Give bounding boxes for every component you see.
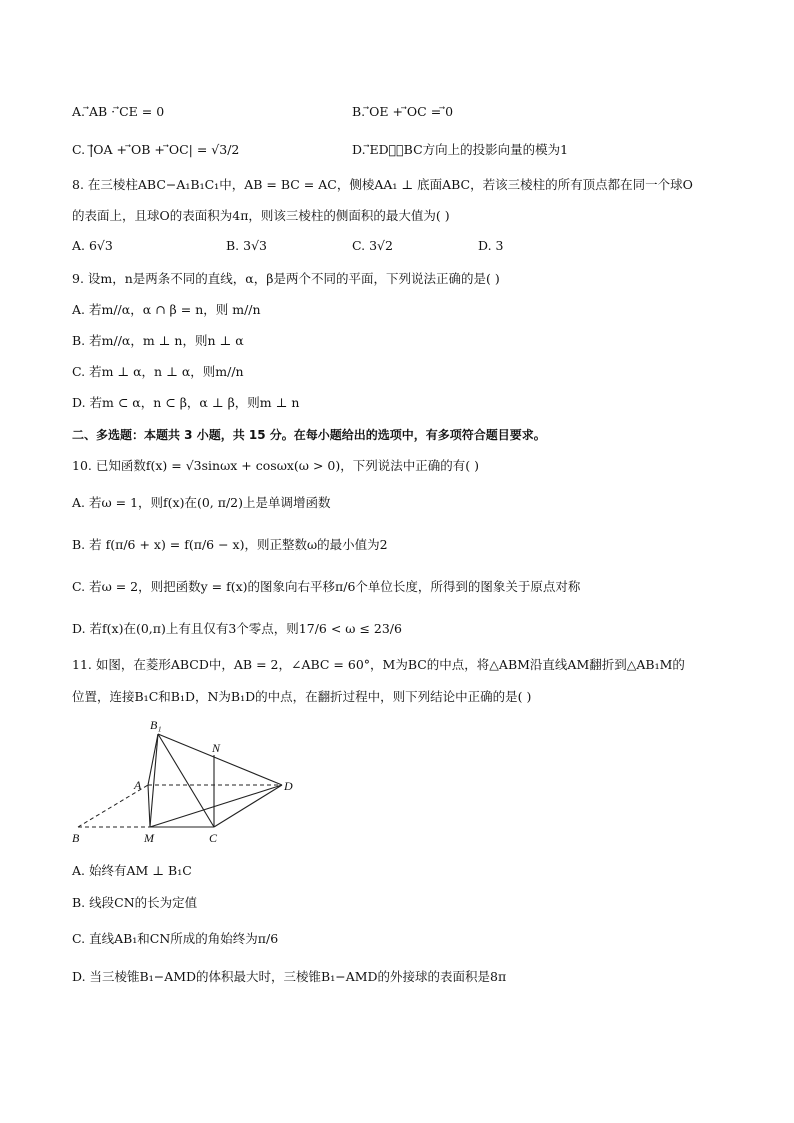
label-N: N: [212, 741, 221, 755]
q7-option-b: B. ⃗OE + ⃗OC = ⃗0: [352, 104, 454, 119]
q10-option-c: C. 若ω = 2，则把函数y = f(x)的图象向右平移π/6个单位长度，所得到的图象关于原点对称: [72, 579, 581, 594]
q7-option-c: C. |⃗OA + ⃗OB + ⃗OC| = √3/2: [72, 142, 240, 157]
q8-option-c: C. 3√2: [352, 238, 393, 253]
q11-stem-line2: 位置，连接B₁C和B₁D，N为B₁D的中点，在翻折过程中，则下列结论中正确的是( ): [72, 689, 532, 704]
rhombus-fold-figure: [60, 712, 310, 852]
q10-option-d: D. 若f(x)在(0,π)上有且仅有3个零点，则17/6 < ω ≤ 23/6: [72, 621, 402, 636]
q10-option-a: A. 若ω = 1，则f(x)在(0, π/2)上是单调增函数: [72, 495, 331, 510]
q10-option-b: B. 若 f(π/6 + x) = f(π/6 − x)，则正整数ω的最小值为2: [72, 537, 388, 552]
q7-option-a: A. ⃗AB · ⃗CE = 0: [72, 104, 165, 119]
q10-stem: 10. 已知函数f(x) = √3sinωx + cosωx(ω > 0)，下列说法中正确的有( ): [72, 458, 479, 473]
q11-option-d: D. 当三棱锥B₁−AMD的体积最大时，三棱锥B₁−AMD的外接球的表面积是8π: [72, 969, 507, 984]
q9-option-c: C. 若m ⊥ α，n ⊥ α，则m//n: [72, 364, 244, 379]
edge-C-D: [214, 785, 282, 827]
q8-option-a: A. 6√3: [72, 238, 113, 253]
label-A: A: [134, 778, 142, 792]
q9-option-b: B. 若m//α，m ⊥ n，则n ⊥ α: [72, 333, 244, 348]
label-B: B: [72, 831, 80, 845]
q7-option-d: D. ⃗ED在⃗BC方向上的投影向量的模为1: [352, 142, 569, 157]
q11-option-c: C. 直线AB₁和CN所成的角始终为π/6: [72, 931, 279, 946]
q8-option-b: B. 3√3: [226, 238, 268, 253]
label-M: M: [144, 831, 154, 845]
q9-option-a: A. 若m//α，α ∩ β = n，则 m//n: [72, 302, 261, 317]
edge-B1-A: [148, 734, 158, 785]
edge-A-M: [148, 785, 150, 827]
label-C: C: [209, 831, 218, 845]
q8-option-d: D. 3: [478, 238, 504, 253]
edge-B1-C: [158, 734, 214, 827]
q11-option-b: B. 线段CN的长为定值: [72, 895, 198, 910]
edge-B1-M: [150, 734, 158, 827]
edge-M-D: [150, 785, 282, 827]
q8-stem-line2: 的表面上，且球O的表面积为4π，则该三棱柱的侧面积的最大值为( ): [72, 208, 450, 223]
q11-stem-line1: 11. 如图，在菱形ABCD中，AB = 2，∠ABC = 60°，M为BC的中点，将△ABM沿直线AM翻折到△AB₁M的: [72, 657, 685, 672]
section-heading: 二、多选题：本题共 3 小题，共 15 分。在每小题给出的选项中，有多项符合题目要求。: [72, 428, 546, 442]
q9-option-d: D. 若m ⊂ α，n ⊂ β，α ⊥ β，则m ⊥ n: [72, 395, 300, 410]
q9-stem: 9. 设m，n是两条不同的直线，α，β是两个不同的平面，下列说法正确的是( ): [72, 271, 500, 286]
q11-option-a: A. 始终有AM ⊥ B₁C: [72, 863, 192, 878]
label-B1: B₁: [150, 718, 162, 732]
q8-stem-line1: 8. 在三棱柱ABC−A₁B₁C₁中，AB = BC = AC，侧棱AA₁ ⊥ 底面ABC，若该三棱柱的所有顶点都在同一个球O: [72, 177, 693, 192]
label-D: D: [284, 779, 293, 793]
